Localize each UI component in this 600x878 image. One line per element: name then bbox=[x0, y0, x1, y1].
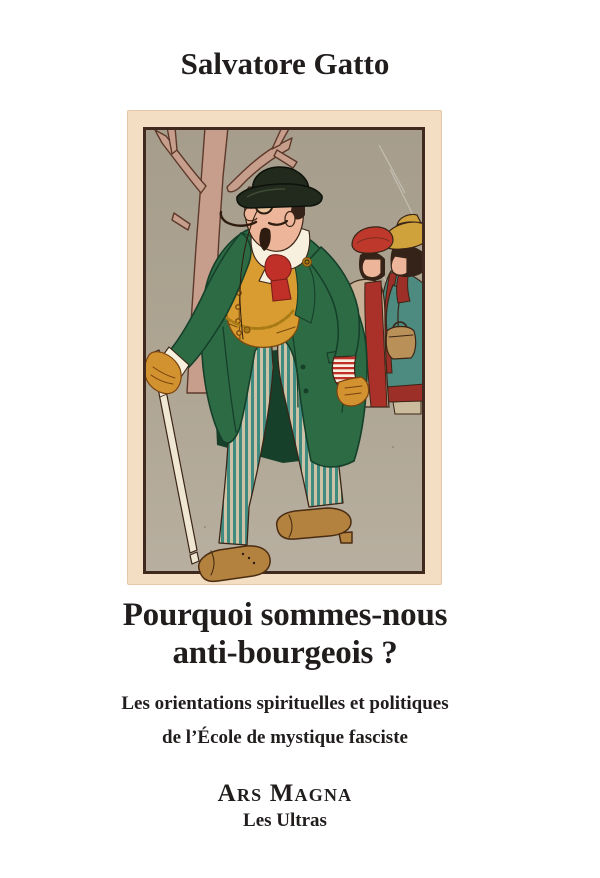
publisher-name: Ars Magna bbox=[217, 780, 353, 807]
author-name: Salvatore Gatto bbox=[180, 46, 390, 81]
boutonniere-pin-icon bbox=[303, 258, 312, 267]
title-line-2: anti-bourgeois ? bbox=[172, 635, 398, 671]
back-shoe bbox=[277, 508, 352, 543]
book-title bbox=[0, 596, 570, 672]
title-line-1: Pourquoi sommes-nous bbox=[122, 597, 448, 633]
subtitle-line-1: Les orientations spirituelles et politiques bbox=[121, 693, 449, 714]
publisher-block bbox=[0, 780, 570, 833]
subtitle-line-2: de l’École de mystique fasciste bbox=[162, 727, 408, 748]
book-subtitle bbox=[0, 687, 570, 755]
postcard-illustration bbox=[139, 123, 429, 583]
cover-illustration-postcard bbox=[127, 110, 442, 585]
publisher-imprint: Les Ultras bbox=[243, 810, 327, 831]
